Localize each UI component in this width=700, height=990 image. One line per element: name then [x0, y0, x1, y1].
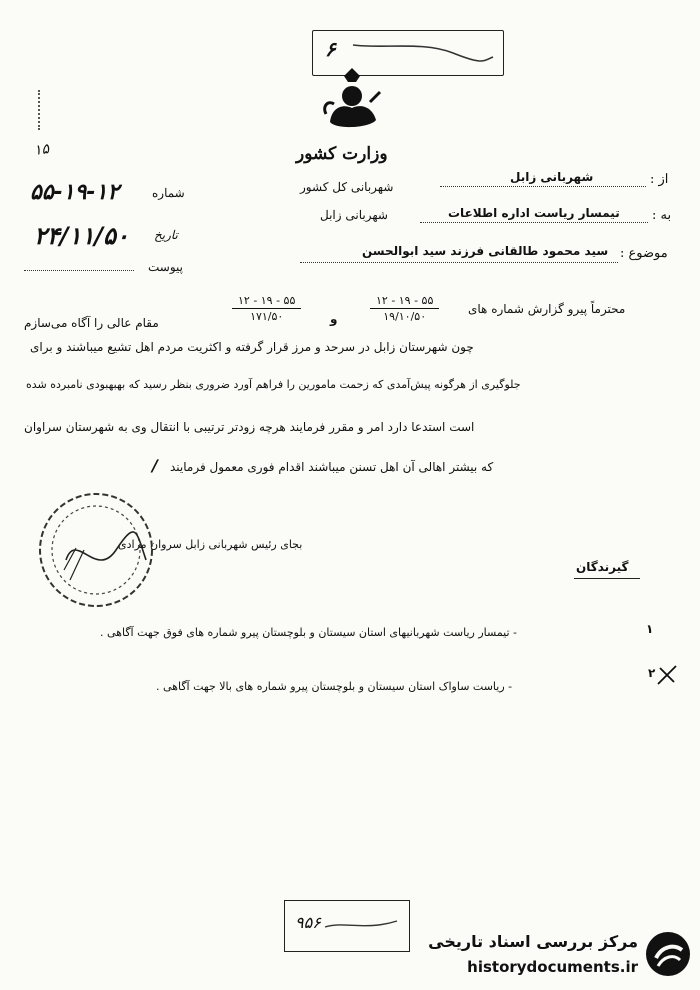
ministry-title: وزارت کشور [296, 144, 388, 164]
attachment-label: پیوست [148, 260, 183, 274]
subject-value: سید محمود طالقانی فرزند سید ابوالحسن [362, 244, 609, 258]
to-value: تیمسار ریاست اداره اطلاعات [448, 206, 620, 220]
number-label: شماره [152, 186, 185, 200]
body-line1-start: محترماً پیرو گزارش شماره های [468, 302, 626, 316]
recipient1-text: - تیمسار ریاست شهربانیهای استان سیستان و بلوچستان پیرو شماره های فوق جهت آگاهی . [100, 626, 518, 639]
body-end-slash: ∕ [152, 456, 158, 475]
body-line3: جلوگیری از هرگونه پیش‌آمدی که زحمت مامورین را فراهم آورد ضروری بنظر رسید که بهبهبودی نامبرده شده [26, 378, 521, 391]
body-line5: که بیشتر اهالی آن اهل تسنن میباشند اقدام فوری معمول فرمایند [170, 460, 494, 474]
date-value: ۲۴/۱۱/۵۰ [34, 222, 129, 250]
signature-text: بجای رئیس شهربانی زابل سروان مرادی [118, 538, 303, 551]
from-line [440, 186, 646, 187]
margin-mark: ۱۵ [32, 141, 51, 159]
office-general: شهربانی کل کشور [300, 180, 394, 194]
from-value: شهربانی زابل [510, 170, 594, 184]
body-line2: چون شهرستان زابل در سرحد و مرز قرار گرفته و اکثریت مردم اهل تشیع میباشند و برای [30, 340, 474, 354]
body-ref1 [370, 294, 439, 323]
ref1-bottom: ۱۹/۱۰/۵۰ [383, 310, 427, 323]
recipient2-check-mark-icon [656, 664, 680, 686]
date-label: تاریخ [154, 228, 178, 242]
corner-note-mark: ۶ [325, 37, 336, 61]
police-stamp-icon [36, 490, 166, 620]
to-label: به : [652, 208, 672, 223]
recipient2-number: ۲ [648, 666, 656, 680]
archive-stamp-scribble [285, 901, 409, 951]
body-line1-end: مقام عالی را آگاه می‌سازم [24, 316, 159, 330]
subject-label: موضوع : [620, 246, 668, 261]
archive-stamp-box [284, 900, 410, 952]
attachment-line [24, 270, 134, 271]
body-conj: و [330, 312, 338, 326]
recipient1-number: ۱ [646, 622, 654, 636]
ref2-bottom: ۱۷۱/۵۰ [250, 310, 284, 323]
to-line [420, 222, 648, 223]
office-local: شهربانی زابل [320, 208, 388, 222]
watermark-url: historydocuments.ir [467, 958, 638, 976]
body-line4: است استدعا دارد امر و مقرر فرمایند هرچه زودتر ترتیبی با انتقال وی به شهرستان سراوان [24, 420, 475, 434]
watermark-logo-icon [644, 930, 692, 978]
recipients-heading: گیرندگان [576, 560, 629, 574]
subject-line [300, 262, 618, 263]
number-value: ۵۵-۱۹-۱۲ [30, 180, 120, 205]
from-label: از : [650, 172, 669, 187]
margin-tick-marks [38, 90, 42, 130]
recipient2-text: - ریاست ساواک استان سیستان و بلوچستان پیرو شماره های بالا جهت آگاهی . [156, 680, 513, 693]
ref1-top: ۱۲ - ۱۹ - ۵۵ [370, 294, 439, 309]
ref2-top: ۱۲ - ۱۹ - ۵۵ [232, 294, 301, 309]
lion-and-sun-emblem-icon [322, 66, 382, 136]
recipients-heading-underline [574, 578, 640, 579]
watermark [424, 930, 694, 982]
watermark-title: مرکز بررسی اسناد تاریخی [428, 932, 638, 951]
body-ref2 [232, 294, 301, 323]
archive-stamp-text: ۹۵۶ [295, 913, 321, 932]
